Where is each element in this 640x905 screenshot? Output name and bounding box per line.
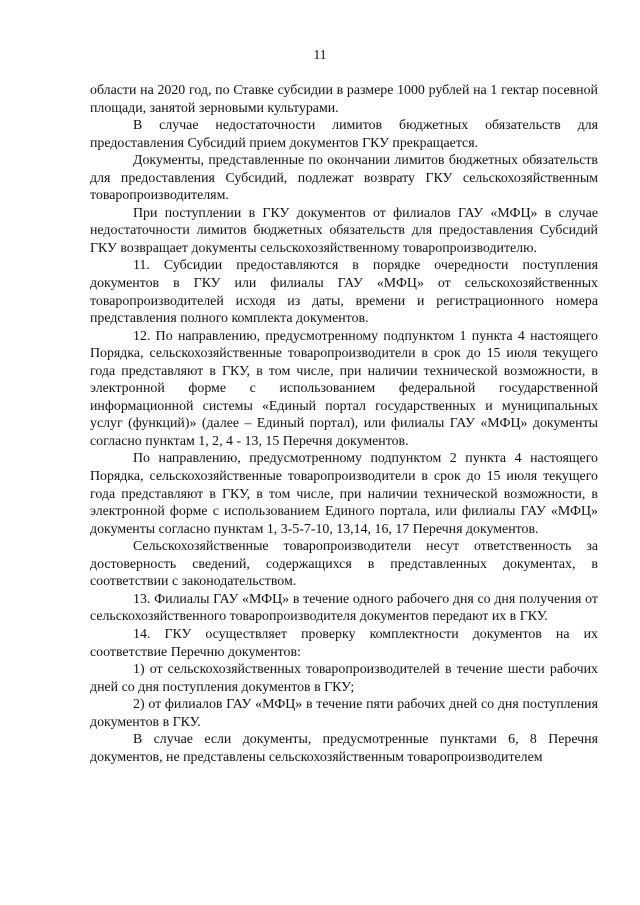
- paragraph-clause-12: 12. По направлению, предусмотренному подпунктом 1 пункта 4 настоящего Порядка, сельскохозяйственные товаропроизводители в срок до 15 июля текущего года представляют в ГКУ, в том числе, при наличии технической возможности, в электронной форме с использованием федеральной государственной информационной системы «Единый портал государственных и муниципальных услуг (функций)» (далее – Единый портал), или филиалы ГАУ «МФЦ» документы согласно пунктам 1, 2, 4 - 13, 15 Перечня документов.: [90, 328, 598, 449]
- paragraph-limits-insufficient: В случае недостаточности лимитов бюджетных обязательств для предоставления Субсидий прием документов ГКУ прекращается.: [90, 118, 598, 151]
- paragraph-clause-12-direction-2: По направлению, предусмотренному подпунктом 2 пункта 4 настоящего Порядка, сельскохозяйственные товаропроизводители в срок до 15 июля текущего года представляют в ГКУ, в том числе, при наличии технической возможности, в электронной форме с использованием Единого портала, или филиалы ГАУ «МФЦ» документы согласно пунктам 1, 3-5-7-10, 13,14, 16, 17 Перечня документов.: [90, 451, 598, 537]
- paragraph-documents-return: Документы, представленные по окончании лимитов бюджетных обязательств для предоставления Субсидий, подлежат возврату ГКУ сельскохозяйственным товаропроизводителям.: [90, 153, 598, 204]
- paragraph-clause-14-item-2: 2) от филиалов ГАУ «МФЦ» в течение пяти рабочих дней со дня поступления документов в ГКУ.: [90, 697, 598, 730]
- paragraph-clause-14: 14. ГКУ осуществляет проверку комплектности документов на их соответствие Перечню документов:: [90, 626, 598, 660]
- paragraph-clause-11: 11. Субсидии предоставляются в порядке очередности поступления документов в ГКУ или филиалы ГАУ «МФЦ» от сельскохозяйственных товаропроизводителей исходя из даты, времени и регистрационного номера представления полного комплекта документов.: [90, 258, 598, 327]
- paragraph-clause-14-item-1: 1) от сельскохозяйственных товаропроизводителей в течение шести рабочих дней со дня поступления документов в ГКУ;: [90, 662, 598, 695]
- paragraph-documents-not-submitted: В случае если документы, предусмотренные пунктами 6, 8 Перечня документов, не представлены сельскохозяйственным товаропроизводителем: [90, 732, 598, 765]
- paragraph-clause-13: 13. Филиалы ГАУ «МФЦ» в течение одного рабочего дня со дня получения от сельскохозяйственного товаропроизводителя документов передают их в ГКУ.: [90, 591, 598, 625]
- document-body: [90, 82, 598, 766]
- page-number: 11: [313, 47, 327, 62]
- paragraph-responsibility: Сельскохозяйственные товаропроизводители несут ответственность за достоверность сведений, содержащихся в представленных документах, в соответствии с законодательством.: [90, 539, 598, 590]
- paragraph-mfc-documents-return: При поступлении в ГКУ документов от филиалов ГАУ «МФЦ» в случае недостаточности лимитов бюджетных обязательств для предоставления Субсидий ГКУ возвращает документы сельскохозяйственному товаропроизводителю.: [90, 205, 598, 256]
- paragraph-continuation: области на 2020 год, по Ставке субсидии в размере 1000 рублей на 1 гектар посевной площади, занятой зерновыми культурами.: [90, 83, 598, 116]
